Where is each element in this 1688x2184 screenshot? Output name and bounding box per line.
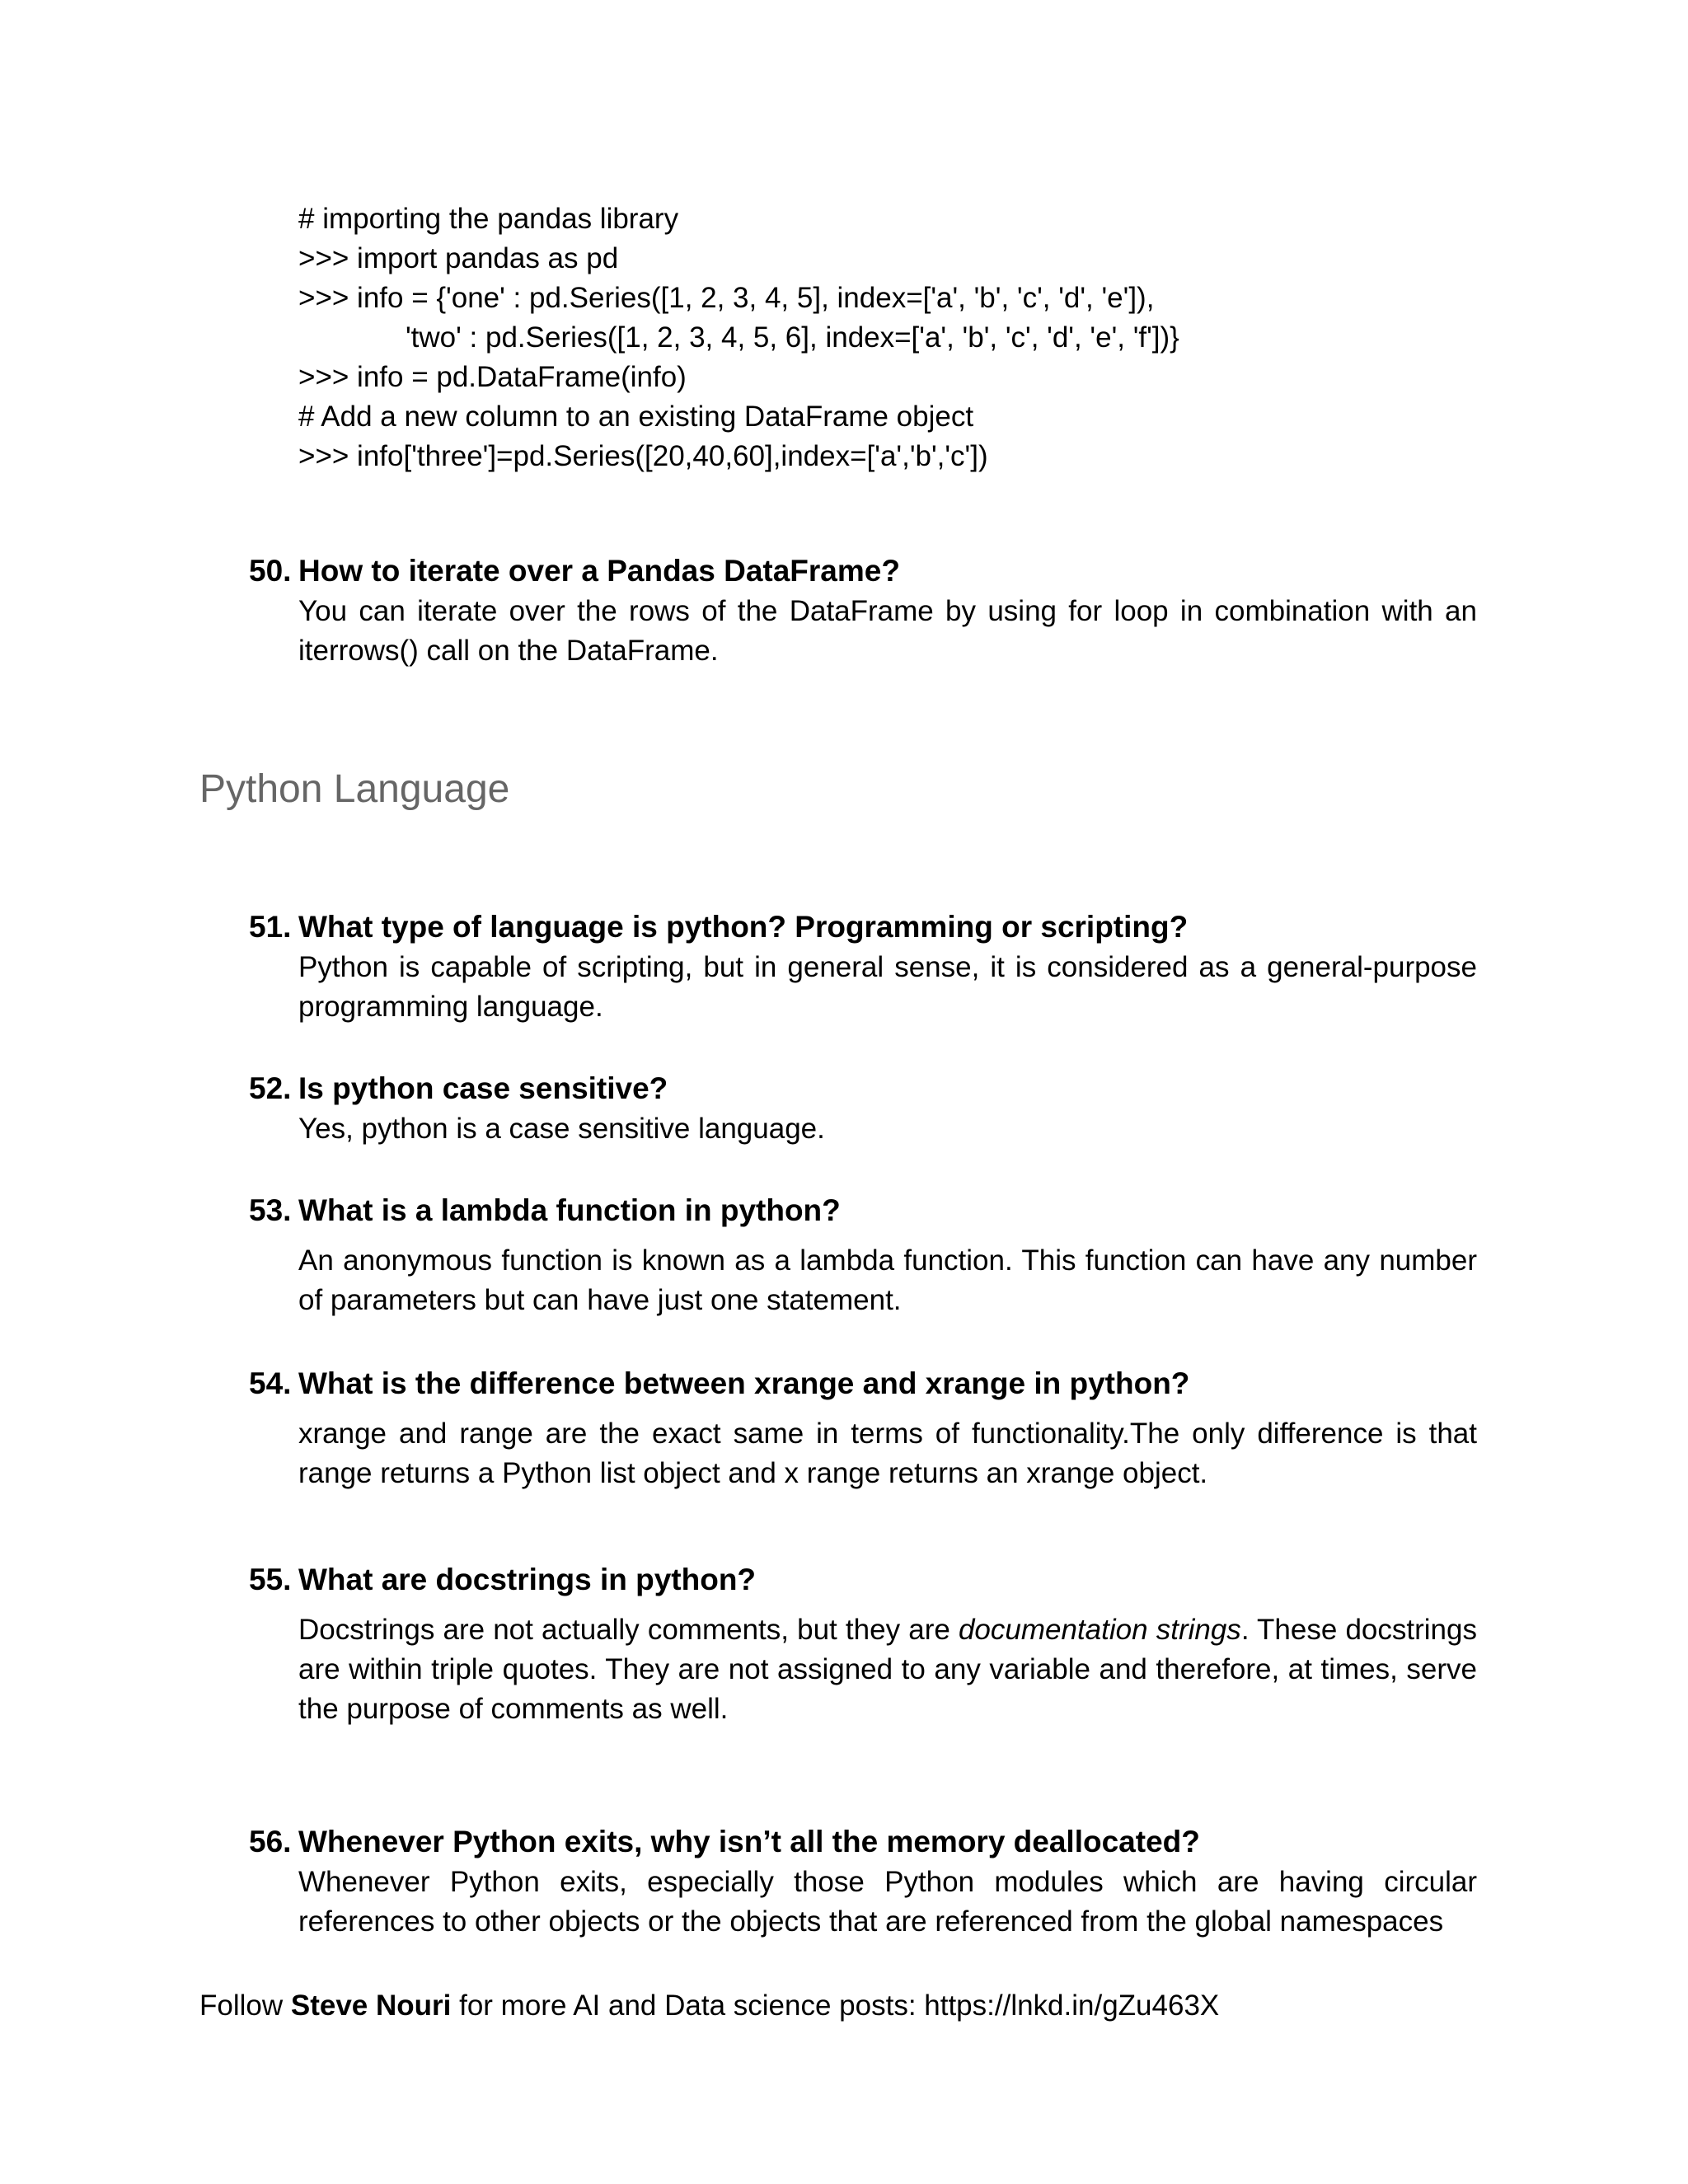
footer-suffix: for more AI and Data science posts: https://lnkd.in/gZu463X [451, 1990, 1220, 2022]
question-50 [249, 551, 1477, 671]
question-text: What type of language is python? Programming or scripting? [298, 910, 1189, 944]
question-title [249, 551, 1477, 592]
answer-text: Whenever Python exits, especially those Python modules which are having circular references to other objects or the objects that are referenced from the global namespaces [298, 1866, 1477, 1938]
answer-emphasis: documentation strings [958, 1614, 1241, 1646]
question-text: Is python case sensitive? [298, 1071, 668, 1105]
code-line: >>> info = {'one' : pd.Series([1, 2, 3, 4, 5], index=['a', 'b', 'c', 'd', 'e']), [298, 282, 1155, 314]
footer-author: Steve Nouri [290, 1990, 452, 2022]
question-51 [249, 907, 1477, 1027]
section-heading: Python Language [199, 767, 510, 811]
question-54 [249, 1363, 1477, 1493]
question-56 [249, 1821, 1477, 1942]
answer-text: Yes, python is a case sensitive language. [298, 1113, 825, 1145]
code-line: >>> import pandas as pd [298, 242, 619, 274]
question-number: 56. [249, 1825, 292, 1858]
footer-prefix: Follow [199, 1990, 291, 2022]
question-number: 52. [249, 1071, 292, 1105]
question-title [249, 1190, 1477, 1231]
answer-text-part: . These docstrings are within triple quotes. They are not assigned to any variable and therefore, at times, serve the purpose of comments as well. [298, 1614, 1477, 1725]
question-55 [249, 1559, 1477, 1729]
question-number: 54. [249, 1366, 292, 1400]
question-52 [249, 1068, 1477, 1149]
answer-text: An anonymous function is known as a lambda function. This function can have any number of parameters but can have just one statement. [298, 1244, 1477, 1316]
question-title [249, 907, 1477, 948]
question-number: 55. [249, 1563, 292, 1596]
question-text: What is the difference between xrange and xrange in python? [298, 1366, 1190, 1400]
question-53 [249, 1190, 1477, 1320]
question-title [249, 1363, 1477, 1404]
code-snippet [298, 199, 1535, 476]
question-text: What are docstrings in python? [298, 1563, 757, 1596]
question-text: How to iterate over a Pandas DataFrame? [298, 554, 900, 588]
code-line: # Add a new column to an existing DataFrame object [298, 401, 974, 433]
code-line: >>> info['three']=pd.Series([20,40,60],index=['a','b','c']) [298, 440, 988, 472]
question-number: 51. [249, 910, 292, 944]
question-number: 50. [249, 554, 292, 588]
page-footer [199, 1986, 1219, 2026]
answer-text: xrange and range are the exact same in terms of functionality.The only difference is that range returns a Python list object and x range returns an xrange object. [298, 1418, 1477, 1489]
code-line: 'two' : pd.Series([1, 2, 3, 4, 5, 6], index=['a', 'b', 'c', 'd', 'e', 'f'])} [406, 321, 1179, 354]
code-line: >>> info = pd.DataFrame(info) [298, 361, 687, 393]
code-line: # importing the pandas library [298, 203, 679, 235]
answer-text: You can iterate over the rows of the DataFrame by using for loop in combination with an iterrows() call on the DataFrame. [298, 595, 1477, 667]
question-text: What is a lambda function in python? [298, 1193, 841, 1227]
answer-text [298, 1610, 1477, 1729]
answer-text-part: Docstrings are not actually comments, but they are [298, 1614, 959, 1646]
question-title [249, 1821, 1477, 1863]
question-title [249, 1068, 1477, 1109]
question-text: Whenever Python exits, why isn’t all the memory deallocated? [298, 1825, 1200, 1858]
question-title [249, 1559, 1477, 1601]
question-number: 53. [249, 1193, 292, 1227]
answer-text: Python is capable of scripting, but in general sense, it is considered as a general-purpose programming language. [298, 951, 1477, 1023]
